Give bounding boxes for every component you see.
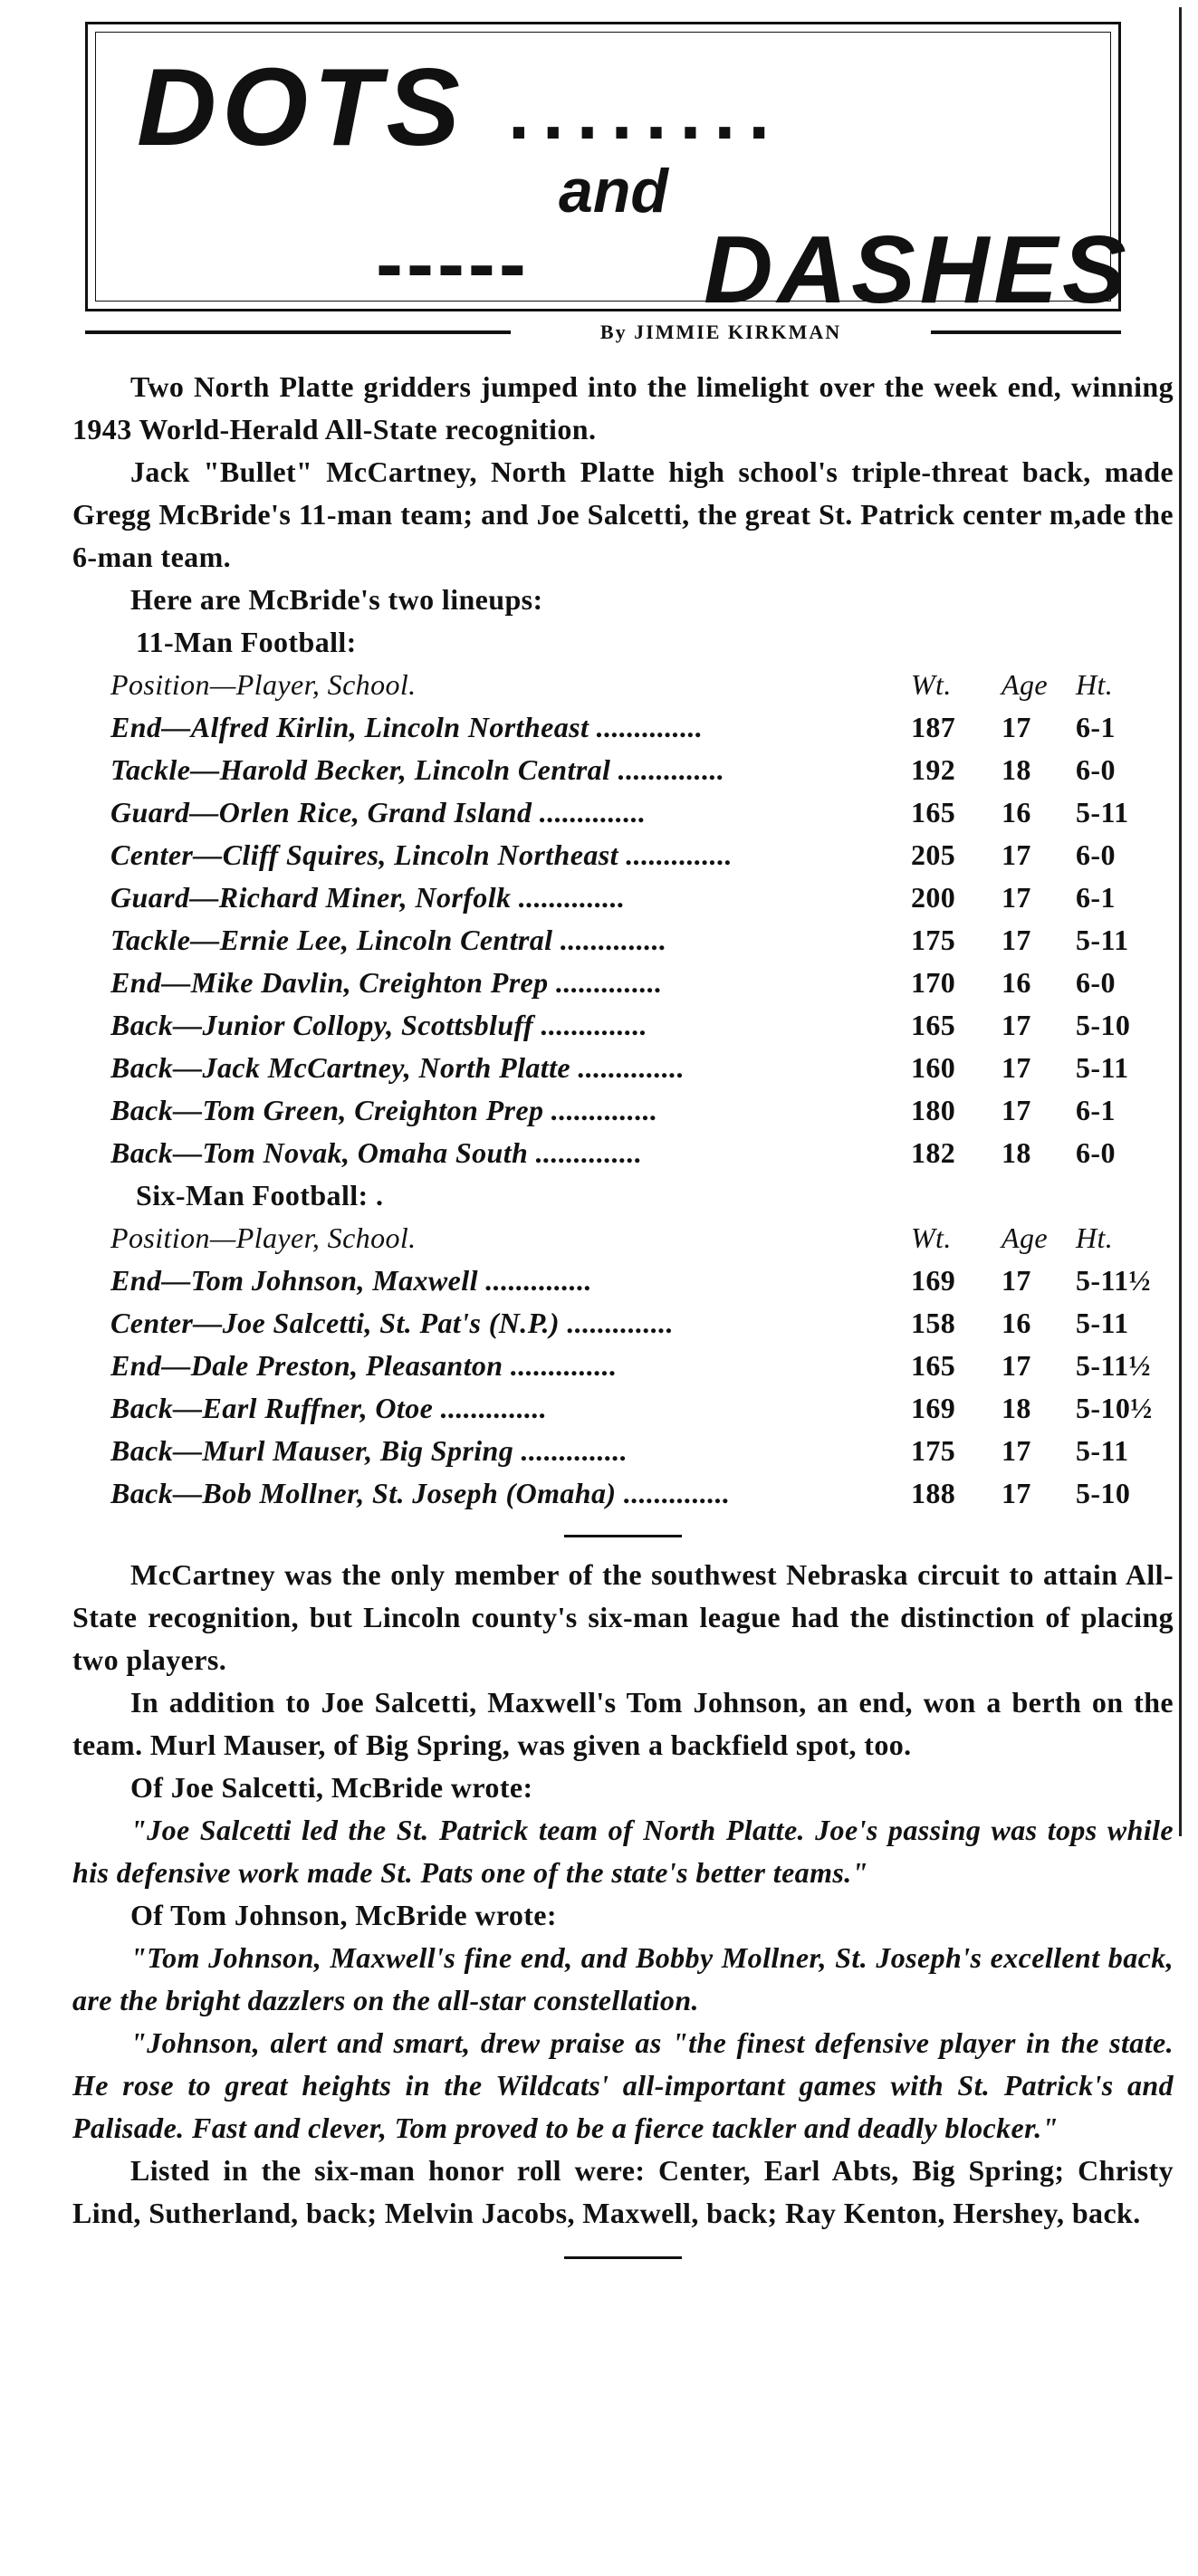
player-weight: 182 xyxy=(911,1136,956,1169)
player-entry: End—Mike Davlin, Creighton Prep .............. xyxy=(110,966,663,999)
lineup-row xyxy=(72,1132,1174,1174)
lineup-row xyxy=(72,876,1174,919)
player-height: 5-11 xyxy=(1076,924,1129,956)
player-entry: Back—Earl Ruffner, Otoe .............. xyxy=(110,1392,548,1424)
column-rule xyxy=(1179,7,1182,1836)
player-height: 6-0 xyxy=(1076,966,1116,999)
player-entry: Guard—Orlen Rice, Grand Island .............. xyxy=(110,796,647,828)
player-weight: 158 xyxy=(911,1307,956,1339)
byline-rule-left xyxy=(85,330,511,334)
lineup-row xyxy=(72,791,1174,834)
player-weight: 165 xyxy=(911,796,956,828)
lineup-row xyxy=(72,706,1174,749)
player-age: 18 xyxy=(1002,1392,1031,1424)
header-weight: Wt. xyxy=(911,1221,952,1254)
six-man-title: Six-Man Football: . xyxy=(136,1179,384,1211)
player-weight: 169 xyxy=(911,1264,956,1297)
player-height: 5-10 xyxy=(1076,1009,1131,1041)
player-weight: 200 xyxy=(911,881,956,914)
player-height: 5-10½ xyxy=(1076,1392,1153,1424)
player-height: 5-11½ xyxy=(1076,1264,1151,1297)
masthead-and-word: and xyxy=(559,157,668,225)
lineup-row xyxy=(72,749,1174,791)
salcetti-quote: "Joe Salcetti led the St. Patrick team of North Platte. Joe's passing was tops while his defensive work made St. Pats one of the state's better teams." xyxy=(72,1814,1174,1889)
lineup-row xyxy=(72,1472,1174,1515)
player-weight: 165 xyxy=(911,1349,956,1382)
lineup-row xyxy=(72,1089,1174,1132)
masthead-dots-trail: ........ xyxy=(508,69,783,156)
lineup-header-row xyxy=(72,664,1174,706)
masthead-box xyxy=(85,22,1131,323)
header-height: Ht. xyxy=(1076,1221,1114,1254)
eleven-man-lineup xyxy=(72,621,1174,1174)
player-entry: Back—Tom Novak, Omaha South .............. xyxy=(110,1136,643,1169)
player-entry: Tackle—Harold Becker, Lincoln Central .............. xyxy=(110,753,725,786)
player-weight: 188 xyxy=(911,1477,956,1509)
player-age: 16 xyxy=(1002,796,1031,828)
end-divider xyxy=(564,2256,682,2259)
lineup-row xyxy=(72,1387,1174,1430)
player-age: 17 xyxy=(1002,1477,1031,1509)
lineup-row xyxy=(72,962,1174,1004)
player-age: 17 xyxy=(1002,838,1031,871)
lineup-header-row xyxy=(72,1217,1174,1259)
lineup-row xyxy=(72,1047,1174,1089)
commentary-paragraph-3: Of Joe Salcetti, McBride wrote: xyxy=(130,1771,533,1804)
player-height: 6-1 xyxy=(1076,881,1116,914)
player-weight: 180 xyxy=(911,1094,956,1126)
player-entry: End—Dale Preston, Pleasanton .............. xyxy=(110,1349,618,1382)
byline xyxy=(85,319,1121,346)
section-divider xyxy=(564,1535,682,1537)
player-entry: Back—Junior Collopy, Scottsbluff .............. xyxy=(110,1009,648,1041)
player-entry: End—Alfred Kirlin, Lincoln Northeast .............. xyxy=(110,711,704,743)
player-age: 17 xyxy=(1002,1094,1031,1126)
player-height: 5-11½ xyxy=(1076,1349,1151,1382)
player-entry: End—Tom Johnson, Maxwell .............. xyxy=(110,1264,592,1297)
header-age: Age xyxy=(1002,1221,1048,1254)
commentary-paragraph-2: In addition to Joe Salcetti, Maxwell's Tom Johnson, an end, won a berth on the team. Murl Mauser, of Big Spring, was given a backfield spot, too. xyxy=(72,1686,1174,1761)
player-age: 17 xyxy=(1002,1349,1031,1382)
player-weight: 175 xyxy=(911,924,956,956)
player-weight: 175 xyxy=(911,1434,956,1467)
masthead-dashes-trail: ----- xyxy=(376,219,530,310)
commentary-paragraph-4: Of Tom Johnson, McBride wrote: xyxy=(130,1899,557,1931)
player-entry: Center—Cliff Squires, Lincoln Northeast .............. xyxy=(110,838,733,871)
player-age: 18 xyxy=(1002,1136,1031,1169)
lineup-row xyxy=(72,1259,1174,1302)
lineup-row xyxy=(72,1345,1174,1387)
player-age: 16 xyxy=(1002,966,1031,999)
lineup-row xyxy=(72,834,1174,876)
player-age: 17 xyxy=(1002,924,1031,956)
lineups-intro: Here are McBride's two lineups: xyxy=(130,583,543,616)
byline-text: By JIMMIE KIRKMAN xyxy=(599,321,842,343)
commentary-paragraph-1: McCartney was the only member of the southwest Nebraska circuit to attain All-State recognition, but Lincoln county's six-man league had the distinction of placing two players. xyxy=(72,1558,1174,1676)
player-height: 5-11 xyxy=(1076,796,1129,828)
player-weight: 205 xyxy=(911,838,956,871)
header-height: Ht. xyxy=(1076,668,1114,701)
player-weight: 187 xyxy=(911,711,956,743)
header-weight: Wt. xyxy=(911,668,952,701)
johnson-quote-2: "Johnson, alert and smart, drew praise as "the finest defensive player in the state. He rose to great heights in the Wildcats' all-important games with St. Patrick's and Palisade. Fast and clever, Tom proved to be a fierce tackler and deadly blocker." xyxy=(72,2026,1174,2144)
player-height: 6-1 xyxy=(1076,1094,1116,1126)
byline-rule-right xyxy=(931,330,1121,334)
player-age: 17 xyxy=(1002,1264,1031,1297)
lineup-row xyxy=(72,1004,1174,1047)
player-weight: 169 xyxy=(911,1392,956,1424)
player-age: 17 xyxy=(1002,1051,1031,1084)
player-entry: Back—Murl Mauser, Big Spring .............. xyxy=(110,1434,628,1467)
header-position: Position—Player, School. xyxy=(110,1221,417,1254)
mccartney-paragraph: Jack "Bullet" McCartney, North Platte high school's triple-threat back, made Gregg McBride's 11-man team; and Joe Salcetti, the great St. Patrick center m,ade the 6-man team. xyxy=(72,455,1174,573)
eleven-man-title: 11-Man Football: xyxy=(136,626,357,658)
player-age: 17 xyxy=(1002,881,1031,914)
player-height: 5-11 xyxy=(1076,1434,1129,1467)
lineup-row xyxy=(72,1430,1174,1472)
player-age: 17 xyxy=(1002,1434,1031,1467)
player-entry: Back—Bob Mollner, St. Joseph (Omaha) .............. xyxy=(110,1477,731,1509)
player-height: 6-0 xyxy=(1076,753,1116,786)
player-height: 6-0 xyxy=(1076,838,1116,871)
masthead-dots-word: DOTS xyxy=(137,45,465,168)
player-age: 16 xyxy=(1002,1307,1031,1339)
player-age: 17 xyxy=(1002,711,1031,743)
player-entry: Tackle—Ernie Lee, Lincoln Central .............. xyxy=(110,924,667,956)
player-height: 5-11 xyxy=(1076,1051,1129,1084)
lineup-row xyxy=(72,919,1174,962)
player-height: 5-10 xyxy=(1076,1477,1131,1509)
header-age: Age xyxy=(1002,668,1048,701)
player-entry: Center—Joe Salcetti, St. Pat's (N.P.) .............. xyxy=(110,1307,674,1339)
six-man-lineup xyxy=(72,1174,1174,1515)
lineup-row xyxy=(72,1302,1174,1345)
player-entry: Back—Jack McCartney, North Platte .............. xyxy=(110,1051,685,1084)
honor-roll-paragraph: Listed in the six-man honor roll were: Center, Earl Abts, Big Spring; Christy Lind, Sutherland, back; Melvin Jacobs, Maxwell, back; Ray Kenton, Hershey, back. xyxy=(72,2154,1174,2229)
intro-paragraph: Two North Platte gridders jumped into the limelight over the week end, winning 1943 World-Herald All-State recognition. xyxy=(72,370,1174,445)
player-weight: 192 xyxy=(911,753,956,786)
player-age: 18 xyxy=(1002,753,1031,786)
player-height: 6-1 xyxy=(1076,711,1116,743)
player-weight: 165 xyxy=(911,1009,956,1041)
player-weight: 170 xyxy=(911,966,956,999)
header-position: Position—Player, School. xyxy=(110,668,417,701)
article-body xyxy=(72,366,1174,2259)
player-height: 6-0 xyxy=(1076,1136,1116,1169)
player-weight: 160 xyxy=(911,1051,956,1084)
player-height: 5-11 xyxy=(1076,1307,1129,1339)
player-age: 17 xyxy=(1002,1009,1031,1041)
player-entry: Guard—Richard Miner, Norfolk .............. xyxy=(110,881,626,914)
player-entry: Back—Tom Green, Creighton Prep .............. xyxy=(110,1094,658,1126)
johnson-quote-1: "Tom Johnson, Maxwell's fine end, and Bobby Mollner, St. Joseph's excellent back, are the bright dazzlers on the all-star constellation. xyxy=(72,1941,1174,2016)
masthead-dashes-word: DASHES xyxy=(704,216,1131,323)
